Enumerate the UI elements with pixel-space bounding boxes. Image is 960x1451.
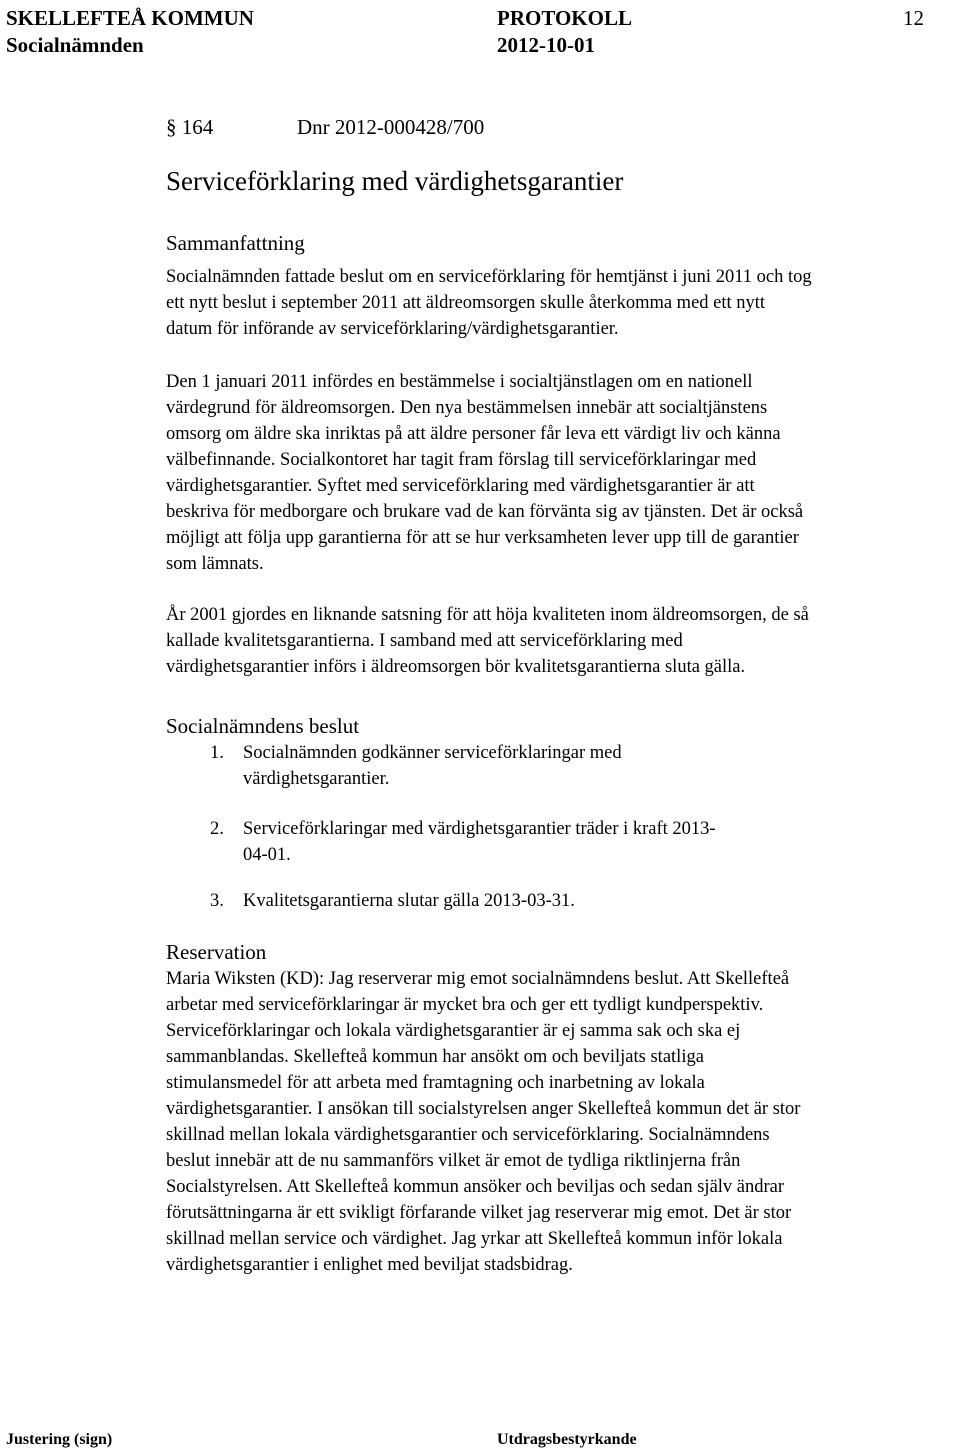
footer-justering: Justering (sign) [6,1431,113,1448]
header-date: 2012-10-01 [497,33,595,57]
summary-paragraph-3 [166,602,956,680]
header-page-number: 12 [903,6,924,30]
text-line: skillnad mellan service och värdighet. Jag yrkar att Skellefteå kommun inför lokala [166,1229,783,1249]
text-line: arbetar med serviceförklaringar är mycket bra och ger ett tydligt kundperspektiv. [166,995,764,1015]
text-line: 04-01. [243,845,291,865]
text-line: skillnad mellan lokala värdighetsgarantier och serviceförklaring. Socialnämndens [166,1125,770,1145]
text-line: Den 1 januari 2011 infördes en bestämmelse i socialtjänstlagen om en nationell [166,372,753,392]
text-line: värdighetsgarantier införs i äldreomsorgen bör kvalitetsgarantierna sluta gälla. [166,657,746,677]
text-line: värdighetsgarantier. I ansökan till socialstyrelsen anger Skellefteå kommun det är stor [166,1099,801,1119]
decision-heading: Socialnämndens beslut [166,714,360,738]
section-number: § 164 [166,115,214,139]
decision-item-2 [243,816,716,868]
text-line: Socialstyrelsen. Att Skellefteå kommun ansöker och beviljas och sedan själv ändrar [166,1177,785,1197]
text-line: Maria Wiksten (KD): Jag reserverar mig emot socialnämndens beslut. Att Skellefteå [166,969,790,989]
text-line: omsorg om äldre ska inriktas på att äldre personer får leva ett värdigt liv och känna [166,424,781,444]
text-line: Serviceförklaringar med värdighetsgarantier träder i kraft 2013- [243,819,716,839]
text-line: beslut innebär att de nu sammanförs vilket är emot de tydliga riktlinjerna från [166,1151,741,1171]
decision-item-3-number: 3. [210,891,224,911]
text-line: välbefinnande. Socialkontoret har tagit fram förslag till serviceförklaringar med [166,450,757,470]
text-line: värdighetsgarantier i enlighet med beviljat stadsbidrag. [166,1255,573,1275]
text-line: Serviceförklaringar och lokala värdighetsgarantier är ej samma sak och ska ej [166,1021,741,1041]
case-dnr: Dnr 2012-000428/700 [297,115,485,139]
header-doc-type: PROTOKOLL [497,6,632,30]
text-line: förutsättningarna är ett svikligt förfarande vilket jag reserverar mig emot. Det är stor [166,1203,792,1223]
reservation-heading: Reservation [166,940,267,964]
decision-item-3 [243,888,575,914]
header-board: Socialnämnden [6,33,144,57]
text-line: stimulansmedel för att arbeta med framtagning och inarbetning av lokala [166,1073,705,1093]
text-line: värdighetsgarantier. Syftet med serviceförklaring med värdighetsgarantier är att [166,476,755,496]
text-line: möjligt att följa upp garantierna för att se hur verksamheten lever upp till de garantier [166,528,799,548]
text-line: värdegrund för äldreomsorgen. Den nya bestämmelsen innebär att socialtjänstens [166,398,768,418]
summary-paragraph-2 [166,369,956,577]
reservation-paragraph [166,966,956,1278]
footer-utdragsbestyrkande: Utdragsbestyrkande [497,1431,637,1448]
text-line: Socialnämnden godkänner serviceförklaringar med [243,743,622,763]
text-line: som lämnats. [166,554,264,574]
text-line: Socialnämnden fattade beslut om en serviceförklaring för hemtjänst i juni 2011 och tog [166,267,812,287]
text-line: ett nytt beslut i september 2011 att äldreomsorgen skulle återkomma med ett nytt [166,293,766,313]
text-line: År 2001 gjordes en liknande satsning för att höja kvaliteten inom äldreomsorgen, de så [166,605,809,625]
text-line: värdighetsgarantier. [243,769,390,789]
decision-item-1 [243,740,622,792]
text-line: beskriva för medborgare och brukare vad de kan förvänta sig av tjänsten. Det är också [166,502,804,522]
summary-paragraph-1 [166,264,956,342]
text-line: kallade kvalitetsgarantierna. I samband med att serviceförklaring med [166,631,683,651]
text-line: Kvalitetsgarantierna slutar gälla 2013-03-31. [243,891,575,911]
decision-item-1-number: 1. [210,743,224,763]
decision-item-2-number: 2. [210,819,224,839]
document-title: Serviceförklaring med värdighetsgarantier [166,166,624,196]
text-line: sammanblandas. Skellefteå kommun har ansökt om och beviljats statliga [166,1047,704,1067]
summary-heading: Sammanfattning [166,231,305,255]
header-municipality: SKELLEFTEÅ KOMMUN [6,6,254,30]
text-line: datum för införande av serviceförklaring/värdighetsgarantier. [166,319,619,339]
